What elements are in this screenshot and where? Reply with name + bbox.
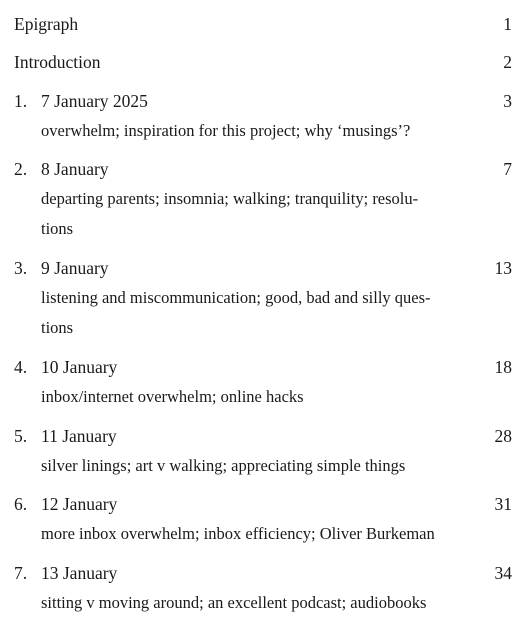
chapter-title: 7 January 2025 xyxy=(41,91,148,111)
chapter-title: 11 January xyxy=(41,426,117,446)
chapter-number: 5. xyxy=(14,426,28,446)
chapter-description-line: departing parents; insomnia; walking; tranquility; resolu- xyxy=(41,189,419,208)
chapter-number: 1. xyxy=(14,91,28,111)
toc-page-number: 18 xyxy=(494,357,512,377)
chapter-description xyxy=(14,451,512,481)
toc-chapter-7[interactable] xyxy=(14,558,512,618)
chapter-number: 6. xyxy=(14,494,28,514)
chapter-description-line: listening and miscommunication; good, bad and silly ques- xyxy=(41,288,431,307)
toc-entry-title: Epigraph xyxy=(14,14,79,34)
toc-chapter-1[interactable] xyxy=(14,86,512,146)
toc-page-number: 31 xyxy=(494,494,512,514)
toc-chapter-5[interactable] xyxy=(14,421,512,481)
toc-chapter-6[interactable] xyxy=(14,489,512,549)
chapter-description-line: inbox/internet overwhelm; online hacks xyxy=(41,387,304,406)
chapter-description-line: tions xyxy=(41,219,74,238)
chapter-number: 2. xyxy=(14,159,28,179)
chapter-number: 3. xyxy=(14,258,28,278)
toc-page-number: 2 xyxy=(503,52,512,72)
chapter-description-line: tions xyxy=(41,318,74,337)
toc-page-number: 1 xyxy=(503,14,512,34)
chapter-description-line: sitting v moving around; an excellent podcast; audiobooks xyxy=(41,593,427,612)
toc-page-number: 7 xyxy=(503,159,512,179)
toc-page-number: 28 xyxy=(494,426,512,446)
chapter-number: 7. xyxy=(14,563,28,583)
chapter-title: 8 January xyxy=(41,159,109,179)
chapter-title: 10 January xyxy=(41,357,118,377)
chapter-number: 4. xyxy=(14,357,28,377)
chapter-title: 13 January xyxy=(41,563,118,583)
chapter-title: 12 January xyxy=(41,494,118,514)
toc-page-number: 34 xyxy=(494,563,512,583)
toc-entry-title: Introduction xyxy=(14,52,101,72)
chapter-description-line: silver linings; art v walking; appreciating simple things xyxy=(41,456,406,475)
chapter-description xyxy=(14,519,512,549)
toc-page-number: 13 xyxy=(494,258,512,278)
chapter-description xyxy=(14,116,512,146)
chapter-description xyxy=(14,184,512,244)
chapter-description xyxy=(14,588,512,618)
chapter-description-line: overwhelm; inspiration for this project; why ‘musings’? xyxy=(41,121,411,140)
toc-chapter-3[interactable] xyxy=(14,253,512,343)
chapter-description xyxy=(14,283,512,343)
chapter-description-line: more inbox overwhelm; inbox efficiency; Oliver Burkeman xyxy=(41,524,435,543)
toc-chapter-4[interactable] xyxy=(14,352,512,412)
chapter-description xyxy=(14,382,512,412)
toc-entry-epigraph[interactable] xyxy=(14,9,512,39)
toc-chapter-2[interactable] xyxy=(14,154,512,244)
toc-entry-introduction[interactable] xyxy=(14,47,512,77)
chapter-title: 9 January xyxy=(41,258,109,278)
toc-page-number: 3 xyxy=(503,91,512,111)
